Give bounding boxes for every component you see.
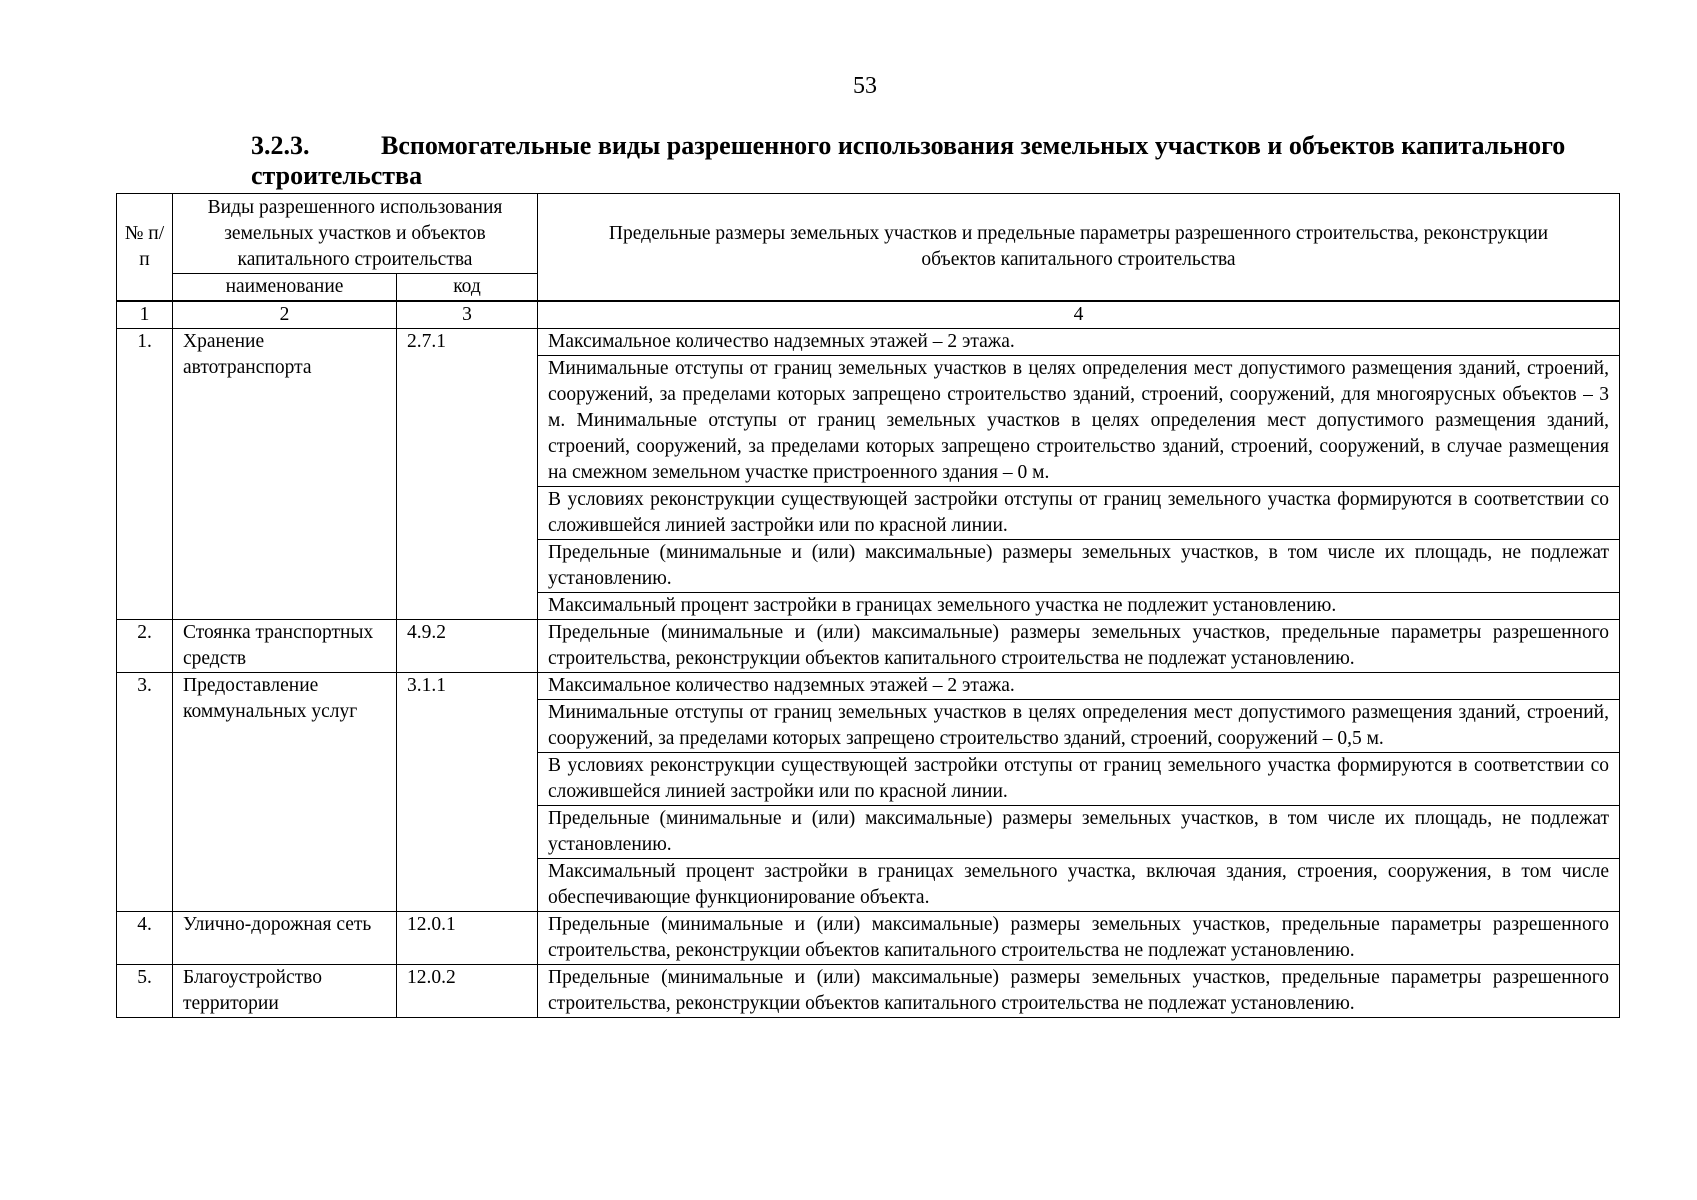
- row-param: Максимальный процент застройки в границах земельного участка, включая здания, строения, сооружения, в том числе обеспечивающие функционирование объекта.: [538, 859, 1620, 912]
- table-row: [117, 673, 1620, 700]
- row-num: 3.: [117, 673, 173, 912]
- row-param: Максимальное количество надземных этажей – 2 этажа.: [538, 329, 1620, 356]
- table-body: [116, 301, 1620, 1018]
- row-code: 12.0.1: [397, 912, 538, 965]
- table-row: [117, 620, 1620, 673]
- section-number: 3.2.3.: [251, 131, 310, 160]
- row-num: 5.: [117, 965, 173, 1018]
- row-code: 2.7.1: [397, 329, 538, 620]
- colnum-1: 1: [117, 302, 173, 329]
- row-num: 1.: [117, 329, 173, 620]
- header-types: Виды разрешенного использования земельных участков и объектов капитального строительства: [173, 194, 538, 274]
- colnum-4: 4: [538, 302, 1620, 329]
- section-heading: [251, 131, 1651, 191]
- header-code: код: [397, 274, 538, 301]
- colnum-3: 3: [397, 302, 538, 329]
- table-row: [117, 912, 1620, 965]
- row-param: Минимальные отступы от границ земельных участков в целях определения мест допустимого размещения зданий, строений, сооружений, за пределами которых запрещено строительство зданий, строений, сооружений, для многоярусных объектов – 3 м. Минимальные отступы от границ земельных участков в целях определения мест допустимого размещения зданий, строений, сооружений, за пределами которых запрещено строительство зданий, строений, сооружений, в случае размещения на смежном земельном участке пристроенного здания – 0 м.: [538, 356, 1620, 487]
- section-title-line1: Вспомогательные виды разрешенного использования земельных участков и объектов капитального: [381, 131, 1566, 160]
- row-code: 12.0.2: [397, 965, 538, 1018]
- row-name: Стоянка транспортных средств: [173, 620, 397, 673]
- row-num: 2.: [117, 620, 173, 673]
- row-param: Предельные (минимальные и (или) максимальные) размеры земельных участков, предельные параметры разрешенного строительства, реконструкции объектов капитального строительства не подлежат установлению.: [538, 965, 1620, 1018]
- header-num: № п/п: [117, 194, 173, 301]
- row-code: 4.9.2: [397, 620, 538, 673]
- table-row: [117, 329, 1620, 356]
- row-num: 4.: [117, 912, 173, 965]
- section-title-line2: строительства: [251, 161, 423, 190]
- row-code: 3.1.1: [397, 673, 538, 912]
- page-number: 53: [853, 73, 877, 99]
- row-param: Предельные (минимальные и (или) максимальные) размеры земельных участков, в том числе их площадь, не подлежат установлению.: [538, 540, 1620, 593]
- row-param: Предельные (минимальные и (или) максимальные) размеры земельных участков, предельные параметры разрешенного строительства, реконструкции объектов капитального строительства не подлежат установлению.: [538, 912, 1620, 965]
- table-row: [117, 965, 1620, 1018]
- row-param: В условиях реконструкции существующей застройки отступы от границ земельного участка формируются в соответствии со сложившейся линией застройки или по красной линии.: [538, 487, 1620, 540]
- row-param: В условиях реконструкции существующей застройки отступы от границ земельного участка формируются в соответствии со сложившейся линией застройки или по красной линии.: [538, 753, 1620, 806]
- row-param: Максимальный процент застройки в границах земельного участка не подлежит установлению.: [538, 593, 1620, 620]
- row-param: Максимальное количество надземных этажей – 2 этажа.: [538, 673, 1620, 700]
- row-name: Предоставление коммунальных услуг: [173, 673, 397, 912]
- row-param: Минимальные отступы от границ земельных участков в целях определения мест допустимого размещения зданий, строений, сооружений, за пределами которых запрещено строительство зданий, строений, сооружений – 0,5 м.: [538, 700, 1620, 753]
- row-param: Предельные (минимальные и (или) максимальные) размеры земельных участков, предельные параметры разрешенного строительства, реконструкции объектов капитального строительства не подлежат установлению.: [538, 620, 1620, 673]
- row-name: Благоустройство территории: [173, 965, 397, 1018]
- table-header: [116, 193, 1620, 301]
- row-name: Улично-дорожная сеть: [173, 912, 397, 965]
- colnum-2: 2: [173, 302, 397, 329]
- row-name: Хранение автотранспорта: [173, 329, 397, 620]
- row-param: Предельные (минимальные и (или) максимальные) размеры земельных участков, в том числе их площадь, не подлежат установлению.: [538, 806, 1620, 859]
- header-name: наименование: [173, 274, 397, 301]
- header-params: Предельные размеры земельных участков и предельные параметры разрешенного строительства, реконструкции объектов капитального строительства: [538, 194, 1620, 301]
